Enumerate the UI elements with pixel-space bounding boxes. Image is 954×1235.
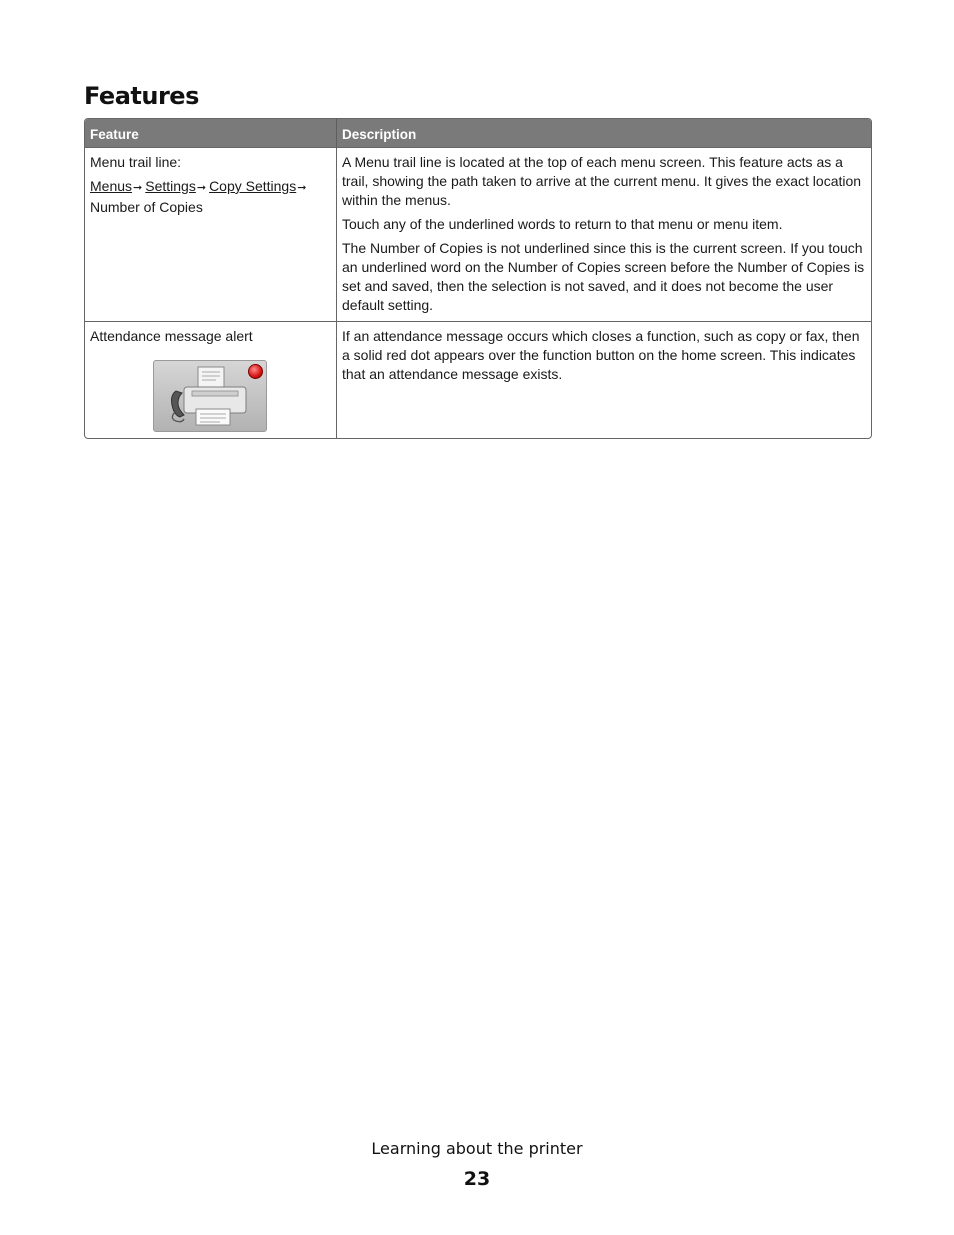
feature-cell-menu-trail <box>85 148 337 322</box>
page-number: 23 <box>463 1168 491 1190</box>
features-table <box>84 118 872 439</box>
description-cell-menu-trail <box>337 148 872 322</box>
feature-label: Attendance message alert <box>90 328 253 344</box>
arrow-right-icon: ➞ <box>196 182 207 194</box>
header-description: Description <box>337 119 872 148</box>
header-feature: Feature <box>85 119 337 148</box>
description-paragraph: If an attendance message occurs which closes a function, such as copy or fax, then a solid red dot appears over the function button on the home screen. This indicates that an attendance message exists. <box>342 328 860 382</box>
arrow-right-icon: ➞ <box>133 182 143 194</box>
description-paragraph: The Number of Copies is not underlined since this is the current screen. If you touch an underlined word on the Number of Copies screen before the Number of Copies is set and saved, then the selection is not saved, and it does not become the user default setting. <box>342 240 865 313</box>
trail-current-item: Number of Copies <box>90 199 203 215</box>
table-header-row <box>85 119 871 148</box>
arrow-right-icon: ➞ <box>297 182 307 194</box>
table-row <box>85 148 871 322</box>
description-cell-attendance-alert <box>337 322 872 439</box>
trail-link-copy-settings[interactable]: Copy Settings <box>209 178 297 194</box>
trail-link-settings[interactable]: Settings <box>145 178 196 194</box>
feature-label: Menu trail line: <box>90 154 182 170</box>
footer-section-title: Learning about the printer <box>371 1139 583 1158</box>
description-paragraph: Touch any of the underlined words to return to that menu or menu item. <box>342 216 783 232</box>
fax-button-with-alert-icon[interactable] <box>153 360 267 432</box>
table-row <box>85 322 871 439</box>
menu-trail-example <box>90 177 331 217</box>
feature-cell-attendance-alert <box>85 322 337 439</box>
description-paragraph: A Menu trail line is located at the top of each menu screen. This feature acts as a trail, showing the path taken to arrive at the current menu. It gives the exact location within the menus. <box>342 154 862 208</box>
page-title: Features <box>84 82 199 110</box>
alert-dot-icon <box>248 364 263 379</box>
trail-link-menus[interactable]: Menus <box>90 178 133 194</box>
